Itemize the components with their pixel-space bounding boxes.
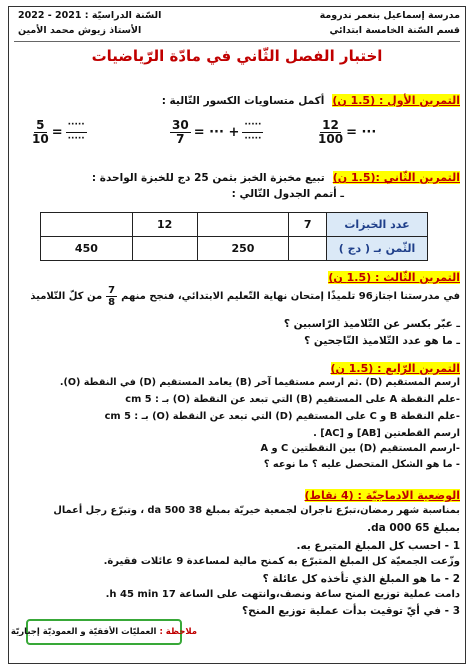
table-cell[interactable]	[197, 213, 289, 237]
class-level: قسم السّنة الخامسة ابتدائي	[329, 25, 460, 36]
table-cell[interactable]	[41, 213, 133, 237]
table-row	[41, 213, 428, 237]
integration-heading: الوضعية الادماجيّة : (4 نقاط)	[304, 489, 460, 502]
table-cell[interactable]: 7	[289, 213, 327, 237]
bread-price-table	[40, 212, 428, 261]
ex4-line-4: ارسم القطعتين [AB] و [AC] .	[313, 428, 460, 439]
school-year: السّنة الدراسيّة : 2021 - 2022	[18, 10, 162, 21]
table-cell[interactable]: 12	[132, 213, 197, 237]
ex3-question-2: ـ ما هو عدد التّلاميذ النّاجحين ؟	[304, 335, 460, 347]
row-header-price: الثّمن بـ ( دج )	[327, 237, 428, 261]
ex4-line-2: -علم النقطة A على المستقيم (B) التي تبعد عن النقطة (O) بـ : 5 cm	[125, 394, 460, 405]
integration-line-1: بمناسبة شهر رمضان،تبرّع تاجران لجمعية خيريّة بمبلغ 38 500 da ، وتبرّع رجل أعمال	[53, 505, 460, 516]
integration-question-2: 2 - ما هو المبلغ الذي تأخذه كل عائلة ؟	[262, 573, 460, 585]
integration-question-1: 1 - احسب كل المبلغ المتبرع به.	[296, 540, 460, 552]
ex1-equation-3: $\frac{5}{10}$ = $\frac{\cdot\cdot\cdot\cdot\cdot}{\cdot\cdot\cdot\cdot\cdot}$	[32, 118, 85, 146]
ex4-line-1: ارسم المستقيم (D) .ثم ارسم مستقيما آخر (B) يعامد المستقيم (D) في النقطة (O).	[59, 377, 460, 388]
table-cell[interactable]: 250	[197, 237, 289, 261]
note-text: العمليّات الأفقيّة و العموديّة إجباريّة	[10, 627, 157, 637]
ex3-question-1: ـ عبّر بكسر عن التّلاميذ الرّاسبين ؟	[283, 318, 460, 330]
ex1-equation-2: $\frac{30}{7}$ = ··· + $\frac{\cdot\cdot\cdot\cdot\cdot}{\cdot\cdot\cdot\cdot\cdot}$	[172, 118, 262, 146]
school-name: مدرسة إسماعيل بنعمر ندرومة	[319, 10, 460, 21]
teacher-name: الأستاذ زيوش محمد الأمين	[18, 25, 142, 36]
ex2-statement: تبيع مخبزة الخبز بثمن 25 دج للخبزة الواحدة :	[91, 171, 325, 184]
ex4-line-5: -ارسم المستقيم (D) بين النقطتين C و A	[260, 443, 460, 454]
header-divider	[14, 41, 460, 42]
ex1-equation-1: $\frac{12}{100}$ = ···	[318, 118, 377, 146]
ex4-heading: التمرين الرّابع : (1.5 ن)	[330, 362, 460, 375]
ex2-heading: التمرين الثّاني :(1.5 ن)	[332, 171, 460, 184]
integration-line-4: وزّعت الجمعيّة كل المبلغ المتبرّع به كمنح مالية لمساعدة 9 عائلات فقيرة.	[103, 556, 460, 567]
integration-question-3: 3 - في أيّ توقيت بدأت عملية توزيع المنح؟	[242, 605, 460, 617]
table-cell[interactable]	[132, 237, 197, 261]
exam-title: اختبار الفصل الثّاني في مادّة الرّياضيات	[91, 47, 383, 65]
table-cell[interactable]	[289, 237, 327, 261]
ex1-heading: التمرين الأول : (1.5 ن)	[332, 94, 460, 107]
ex3-heading: التمرين الثّالث : (1.5 ن)	[328, 271, 460, 284]
integration-line-2: بمبلغ 65 000 da.	[367, 522, 460, 534]
ex2-instruction: ـ أتمم الجدول التّالي :	[231, 188, 344, 200]
integration-line-6: دامت عملية توزيع المنح ساعة ونصف،وانتهت على الساعة 17 h 45 min.	[105, 589, 460, 600]
table-row	[41, 237, 428, 261]
ex3-statement: في مدرستنا اجتاز96 تلميذًا إمتحان نهاية التّعليم الابتدائي، فنجح منهم	[121, 291, 460, 302]
row-header-count: عدد الخبزات	[327, 213, 428, 237]
ex1-instruction: أكمل متساويات الكسور التّالية :	[161, 94, 325, 107]
ex4-line-3: -علم النقطة B و C على المستقيم (D) التي تبعد عن النقطة (O) بـ : 5 cm	[104, 411, 460, 422]
table-cell[interactable]: 450	[41, 237, 133, 261]
note-label: ملاحظة :	[159, 627, 198, 637]
ex3-fraction: $\frac{7}{8}$	[108, 285, 116, 308]
note-box	[10, 619, 198, 645]
ex4-line-6: - ما هو الشكل المتحصل عليه ؟ ما نوعه ؟	[263, 459, 460, 470]
